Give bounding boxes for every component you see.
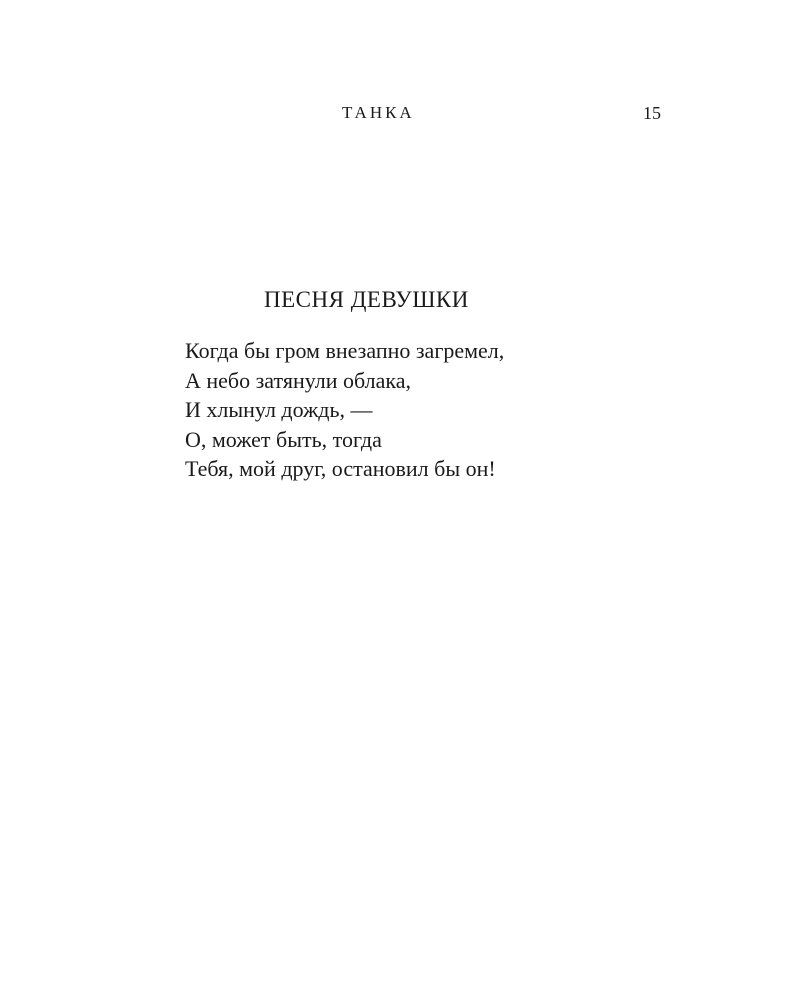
- poem-line: О, может быть, тогда: [185, 426, 382, 452]
- poem-body: [185, 336, 504, 484]
- running-head: ТАНКА: [342, 103, 415, 122]
- poem-line: И хлынул дождь, —: [185, 397, 373, 422]
- page-number: 15: [643, 103, 661, 123]
- poem-line: Когда бы гром внезапно загремел,: [185, 338, 505, 363]
- poem-line: Тебя, мой друг, остановил бы он!: [185, 456, 496, 481]
- poem-title: ПЕСНЯ ДЕВУШКИ: [264, 287, 469, 312]
- poem-line: А небо затянули облака,: [185, 367, 412, 393]
